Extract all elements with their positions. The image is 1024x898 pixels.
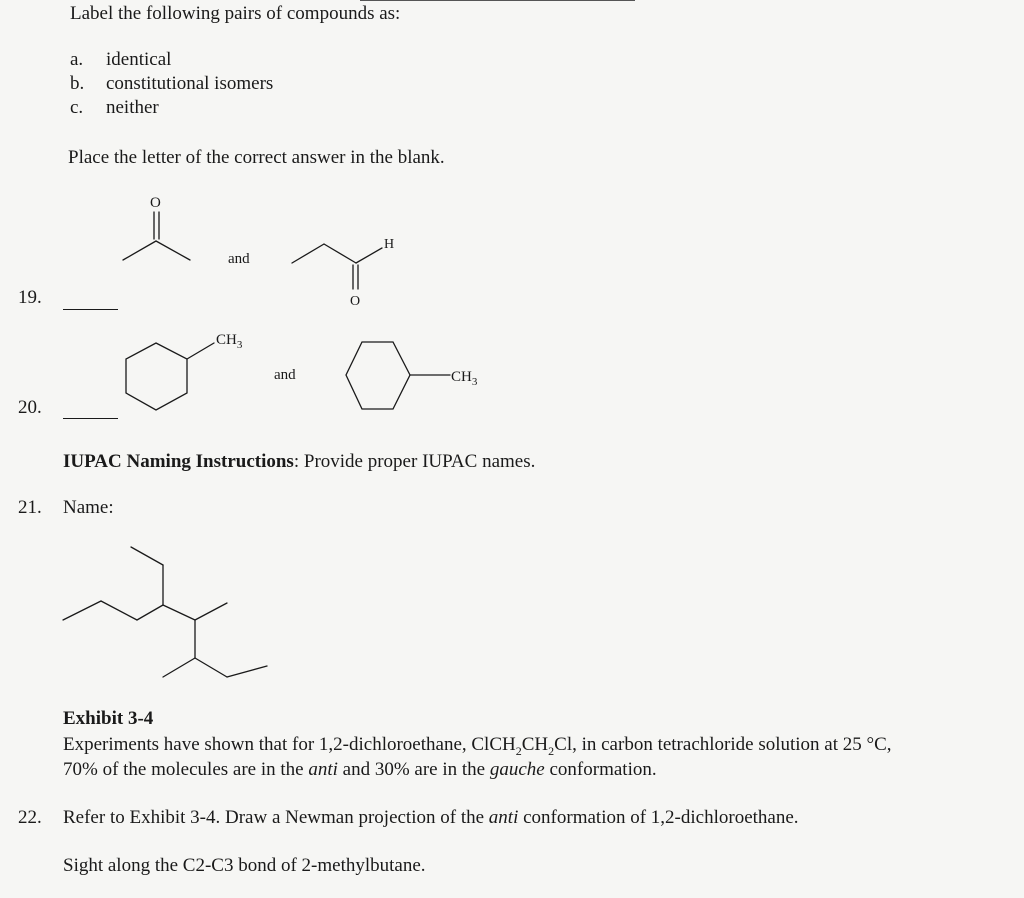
q19-molecule-left	[123, 195, 190, 260]
q20-number: 20.	[18, 397, 42, 418]
intro-text: Label the following pairs of compounds as:	[70, 3, 401, 24]
q20-molecule-right	[346, 342, 478, 409]
q19-oxygen-2: O	[350, 294, 361, 309]
q21-label: Name:	[63, 497, 114, 518]
q21-skeletal-structure	[55, 535, 285, 685]
q19-molecule-right	[292, 237, 394, 309]
top-rule	[360, 0, 635, 1]
q19-molecules	[110, 185, 430, 315]
option-c-letter: c.	[70, 97, 84, 118]
q19-hydrogen: H	[384, 237, 395, 252]
exhibit-title: Exhibit 3-4	[63, 708, 154, 729]
option-c-text: neither	[106, 97, 159, 118]
q19-number: 19.	[18, 287, 42, 308]
iupac-instructions	[63, 450, 535, 474]
instruction-text: Place the letter of the correct answer in the blank.	[68, 147, 445, 168]
q20-methyl-left: $CH_3$	[216, 332, 243, 351]
option-b-letter: b.	[70, 73, 85, 94]
q20-molecule-left	[126, 332, 243, 410]
exhibit-line-1: Experiments have shown that for 1,2-dichloroethane, $ClCH_2CH_2Cl$, in carbon tetrachloride solution at 25 °C,	[63, 734, 892, 758]
option-a-letter: a.	[70, 49, 84, 70]
q22-text: Refer to Exhibit 3-4. Draw a Newman projection of the anti conformation of 1,2-dichloroethane.	[63, 807, 799, 828]
iupac-body: : Provide proper IUPAC names.	[293, 451, 536, 472]
option-b-text: constitutional isomers	[106, 73, 274, 94]
sight-instruction: Sight along the C2-C3 bond of 2-methylbutane.	[63, 855, 426, 876]
q19-and: and	[228, 251, 250, 267]
q21-number: 21.	[18, 497, 42, 518]
q20-methyl-right: $CH_3$	[451, 369, 478, 388]
iupac-heading: IUPAC Naming Instructions	[63, 451, 294, 472]
q22-number: 22.	[18, 807, 42, 828]
q20-molecules	[110, 322, 510, 422]
exhibit-line-2: 70% of the molecules are in the anti and 30% are in the gauche conformation.	[63, 759, 657, 780]
option-a-text: identical	[106, 49, 172, 70]
q19-oxygen-1: O	[150, 195, 161, 211]
q20-and: and	[274, 367, 296, 383]
